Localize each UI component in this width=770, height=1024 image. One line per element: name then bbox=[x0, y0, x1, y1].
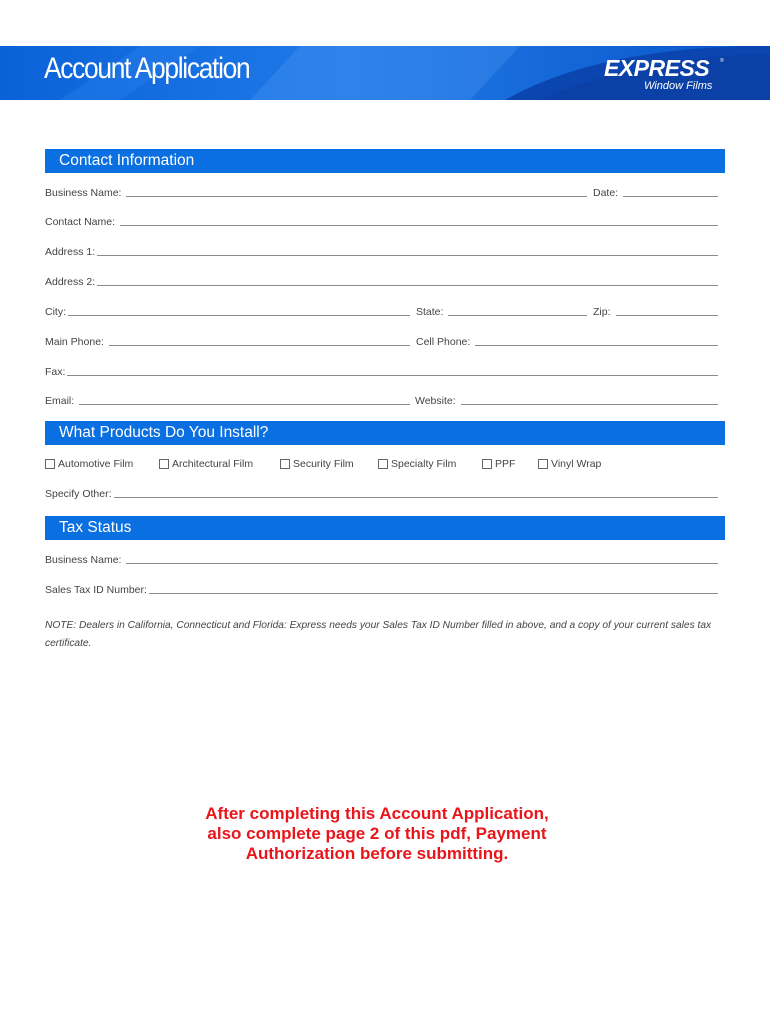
products-section-title: What Products Do You Install? bbox=[59, 424, 269, 441]
address2-line[interactable] bbox=[97, 285, 718, 286]
contact-name-label: Contact Name: bbox=[45, 216, 116, 228]
contact-section-header bbox=[45, 149, 725, 173]
checkbox-box[interactable] bbox=[538, 459, 548, 469]
checkbox-security-film[interactable] bbox=[280, 457, 354, 471]
notice-line-1: After completing this Account Application, bbox=[205, 804, 549, 823]
checkbox-specialty-film[interactable] bbox=[378, 457, 456, 471]
business-name-line[interactable] bbox=[126, 196, 587, 197]
checkbox-vinyl-wrap[interactable] bbox=[538, 457, 601, 471]
logo-registered-mark: ® bbox=[720, 58, 724, 64]
checkbox-box[interactable] bbox=[482, 459, 492, 469]
checkbox-label: PPF bbox=[495, 458, 516, 470]
checkbox-label: Architectural Film bbox=[172, 458, 254, 470]
contact-name-field[interactable] bbox=[45, 214, 718, 228]
checkbox-label: Vinyl Wrap bbox=[551, 458, 602, 470]
dealer-note: NOTE: Dealers in California, Connecticut and Florida: Express needs your Sales Tax ID Number filled in above, and a copy of your current sales tax certificate. bbox=[45, 620, 712, 649]
notice-line-2: also complete page 2 of this pdf, Payment bbox=[207, 824, 547, 843]
email-label: Email: bbox=[45, 395, 75, 407]
address1-label: Address 1: bbox=[45, 246, 96, 258]
date-line[interactable] bbox=[623, 196, 718, 197]
checkbox-automotive-film[interactable] bbox=[45, 457, 133, 471]
fax-label: Fax: bbox=[45, 366, 66, 378]
fax-line[interactable] bbox=[67, 375, 718, 376]
fax-field[interactable] bbox=[45, 364, 718, 378]
cell-phone-label: Cell Phone: bbox=[416, 336, 471, 348]
express-logo bbox=[604, 55, 724, 92]
business-name-field[interactable] bbox=[45, 185, 587, 199]
city-line[interactable] bbox=[68, 315, 410, 316]
email-line[interactable] bbox=[79, 404, 410, 405]
products-section-header bbox=[45, 421, 725, 445]
contact-section-title: Contact Information bbox=[59, 152, 195, 169]
checkbox-box[interactable] bbox=[45, 459, 55, 469]
logo-subtitle: Window Films bbox=[644, 80, 713, 92]
zip-line[interactable] bbox=[616, 315, 718, 316]
specify-other-line[interactable] bbox=[114, 497, 718, 498]
checkbox-label: Security Film bbox=[293, 458, 354, 470]
checkbox-architectural-film[interactable] bbox=[159, 457, 253, 471]
contact-name-line[interactable] bbox=[120, 225, 718, 226]
address1-line[interactable] bbox=[97, 255, 718, 256]
address2-label: Address 2: bbox=[45, 276, 96, 288]
tax-section-header bbox=[45, 516, 725, 540]
date-field[interactable] bbox=[593, 185, 718, 199]
checkbox-box[interactable] bbox=[280, 459, 290, 469]
specify-other-label: Specify Other: bbox=[45, 488, 112, 500]
tax-section-title: Tax Status bbox=[59, 519, 132, 536]
sales-tax-id-line[interactable] bbox=[149, 593, 718, 594]
website-label: Website: bbox=[415, 395, 456, 407]
specify-other-field[interactable] bbox=[45, 486, 718, 500]
header-banner bbox=[0, 46, 770, 100]
page-title: Account Application bbox=[44, 52, 250, 85]
cell-phone-line[interactable] bbox=[475, 345, 718, 346]
tax-business-name-line[interactable] bbox=[126, 563, 718, 564]
checkbox-label: Automotive Film bbox=[58, 458, 134, 470]
checkbox-box[interactable] bbox=[159, 459, 169, 469]
date-label: Date: bbox=[593, 187, 619, 199]
address1-field[interactable] bbox=[45, 244, 718, 258]
website-field[interactable] bbox=[415, 393, 718, 407]
checkbox-label: Specialty Film bbox=[391, 458, 457, 470]
logo-brand-text: EXPRESS bbox=[604, 55, 710, 81]
main-phone-line[interactable] bbox=[109, 345, 410, 346]
checkbox-box[interactable] bbox=[378, 459, 388, 469]
sales-tax-id-field[interactable] bbox=[45, 582, 718, 596]
notice-line-3: Authorization before submitting. bbox=[245, 844, 509, 863]
email-field[interactable] bbox=[45, 393, 410, 407]
completion-notice bbox=[0, 804, 754, 864]
sales-tax-id-label: Sales Tax ID Number: bbox=[45, 584, 147, 596]
state-field[interactable] bbox=[416, 304, 587, 318]
cell-phone-field[interactable] bbox=[416, 334, 718, 348]
tax-business-name-field[interactable] bbox=[45, 552, 718, 566]
state-line[interactable] bbox=[448, 315, 587, 316]
main-phone-field[interactable] bbox=[45, 334, 410, 348]
state-label: State: bbox=[416, 306, 444, 318]
tax-business-name-label: Business Name: bbox=[45, 554, 122, 566]
city-field[interactable] bbox=[45, 304, 410, 318]
website-line[interactable] bbox=[461, 404, 718, 405]
checkbox-ppf[interactable] bbox=[482, 457, 515, 471]
city-label: City: bbox=[45, 306, 66, 318]
address2-field[interactable] bbox=[45, 274, 718, 288]
business-name-label: Business Name: bbox=[45, 187, 122, 199]
main-phone-label: Main Phone: bbox=[45, 336, 104, 348]
zip-field[interactable] bbox=[593, 304, 718, 318]
zip-label: Zip: bbox=[593, 306, 611, 318]
